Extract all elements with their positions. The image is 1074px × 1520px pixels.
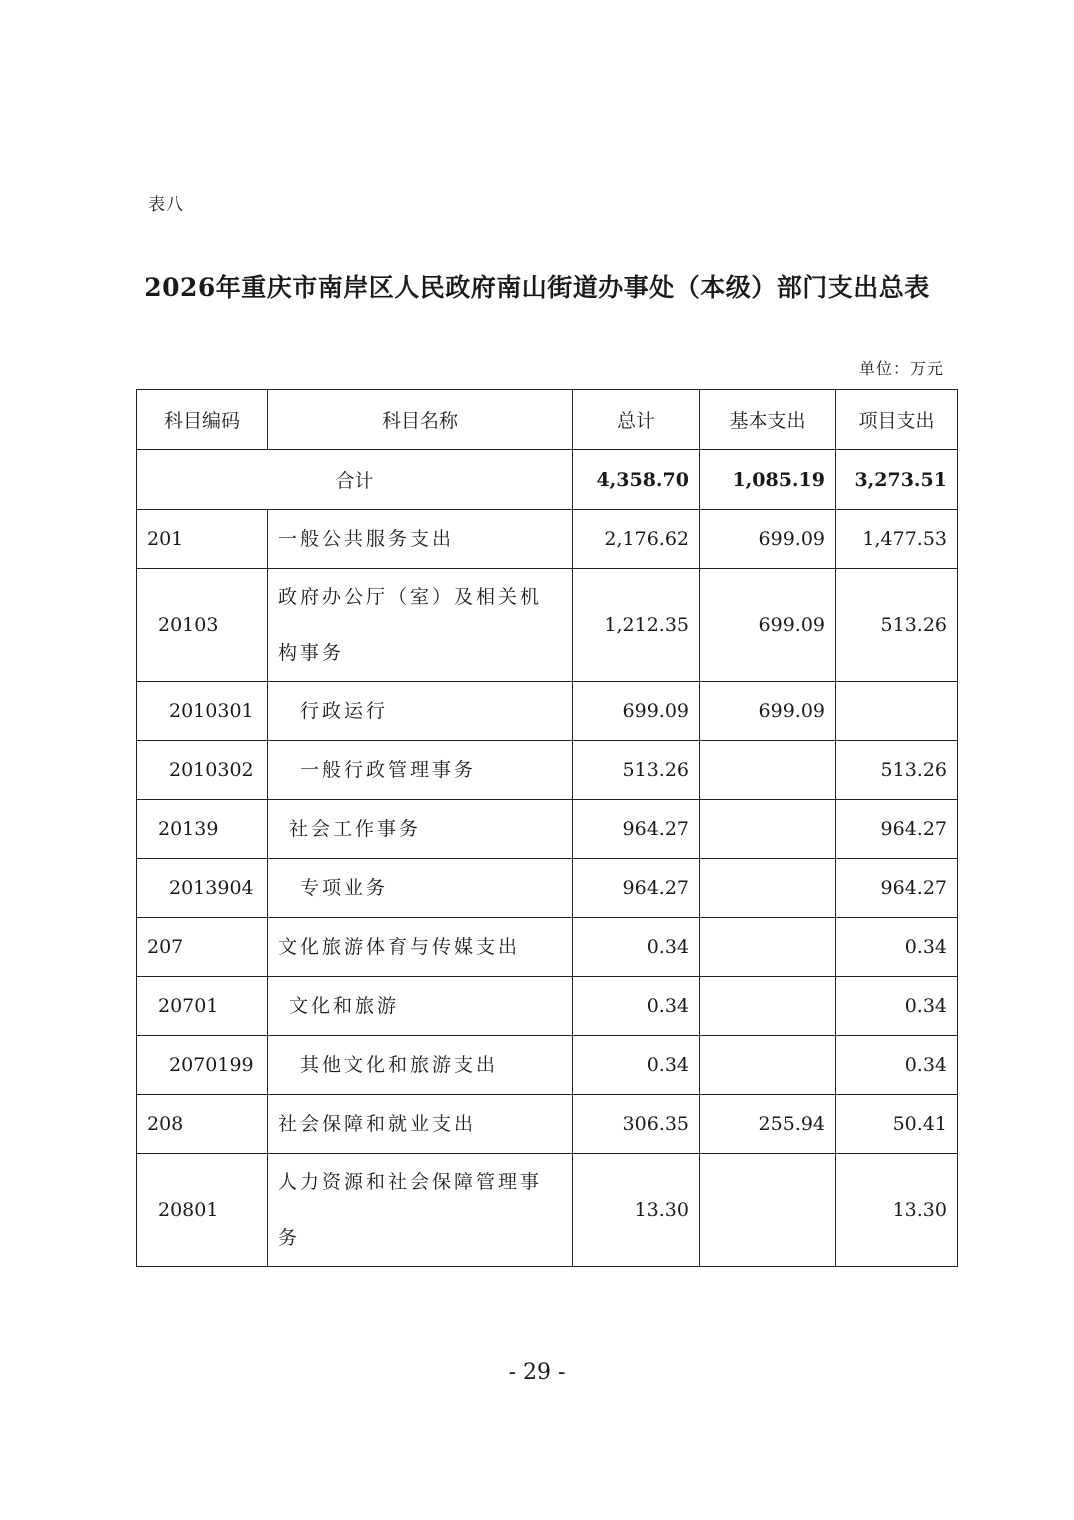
row-project: 513.26: [836, 741, 958, 800]
row-basic: 699.09: [700, 682, 836, 741]
row-code: 2013904: [137, 859, 268, 918]
row-code: 2010301: [137, 682, 268, 741]
page-number: - 29 -: [508, 1360, 566, 1385]
row-project: 0.34: [836, 977, 958, 1036]
table-row: [137, 918, 958, 977]
page-title: 2026年重庆市南岸区人民政府南山街道办事处（本级）部门支出总表: [144, 273, 930, 302]
row-name: 其他文化和旅游支出: [268, 1036, 573, 1095]
row-project: 0.34: [836, 1036, 958, 1095]
table-row: [137, 741, 958, 800]
summary-total: 4,358.70: [573, 450, 700, 510]
row-name: 人力资源和社会保障管理事务: [268, 1154, 573, 1267]
header-total: 总计: [573, 390, 700, 450]
row-code: 201: [137, 510, 268, 569]
row-total: 0.34: [573, 977, 700, 1036]
row-project: 964.27: [836, 859, 958, 918]
table-label: 表八: [148, 195, 184, 215]
row-basic: [700, 859, 836, 918]
row-total: 0.34: [573, 1036, 700, 1095]
header-basic: 基本支出: [700, 390, 836, 450]
row-total: 964.27: [573, 859, 700, 918]
row-basic: 699.09: [700, 569, 836, 682]
unit-label: 单位：万元: [858, 359, 944, 378]
table-row: [137, 682, 958, 741]
table-row: [137, 510, 958, 569]
row-project: 13.30: [836, 1154, 958, 1267]
header-project: 项目支出: [836, 390, 958, 450]
table-row: [137, 800, 958, 859]
row-code: 208: [137, 1095, 268, 1154]
row-project: 1,477.53: [836, 510, 958, 569]
expenditure-table: [136, 389, 958, 1267]
row-name: 专项业务: [268, 859, 573, 918]
row-code: 20103: [137, 569, 268, 682]
row-code: 20801: [137, 1154, 268, 1267]
row-total: 2,176.62: [573, 510, 700, 569]
row-name: 文化和旅游: [268, 977, 573, 1036]
row-basic: [700, 800, 836, 859]
row-name: 社会保障和就业支出: [268, 1095, 573, 1154]
table-row: [137, 1154, 958, 1267]
row-name: 政府办公厅（室）及相关机构事务: [268, 569, 573, 682]
row-project: 964.27: [836, 800, 958, 859]
table-row: [137, 569, 958, 682]
row-basic: 699.09: [700, 510, 836, 569]
row-code: 20701: [137, 977, 268, 1036]
summary-basic: 1,085.19: [700, 450, 836, 510]
row-code: 20139: [137, 800, 268, 859]
row-basic: 255.94: [700, 1095, 836, 1154]
row-total: 1,212.35: [573, 569, 700, 682]
table-row: [137, 1095, 958, 1154]
row-basic: [700, 977, 836, 1036]
row-total: 964.27: [573, 800, 700, 859]
row-name: 文化旅游体育与传媒支出: [268, 918, 573, 977]
row-basic: [700, 918, 836, 977]
row-code: 2010302: [137, 741, 268, 800]
summary-project: 3,273.51: [836, 450, 958, 510]
row-basic: [700, 1154, 836, 1267]
row-name: 行政运行: [268, 682, 573, 741]
row-project: [836, 682, 958, 741]
row-project: 513.26: [836, 569, 958, 682]
header-code: 科目编码: [137, 390, 268, 450]
row-basic: [700, 1036, 836, 1095]
table-row: [137, 1036, 958, 1095]
summary-label: 合计: [137, 450, 573, 510]
row-code: 2070199: [137, 1036, 268, 1095]
row-total: 306.35: [573, 1095, 700, 1154]
table-row: [137, 977, 958, 1036]
row-total: 0.34: [573, 918, 700, 977]
table-row: [137, 859, 958, 918]
row-name: 一般行政管理事务: [268, 741, 573, 800]
row-name: 一般公共服务支出: [268, 510, 573, 569]
row-basic: [700, 741, 836, 800]
header-name: 科目名称: [268, 390, 573, 450]
row-project: 0.34: [836, 918, 958, 977]
row-total: 513.26: [573, 741, 700, 800]
row-project: 50.41: [836, 1095, 958, 1154]
row-total: 699.09: [573, 682, 700, 741]
row-name: 社会工作事务: [268, 800, 573, 859]
table-header-row: [137, 390, 958, 450]
row-total: 13.30: [573, 1154, 700, 1267]
summary-row: [137, 450, 958, 510]
row-code: 207: [137, 918, 268, 977]
